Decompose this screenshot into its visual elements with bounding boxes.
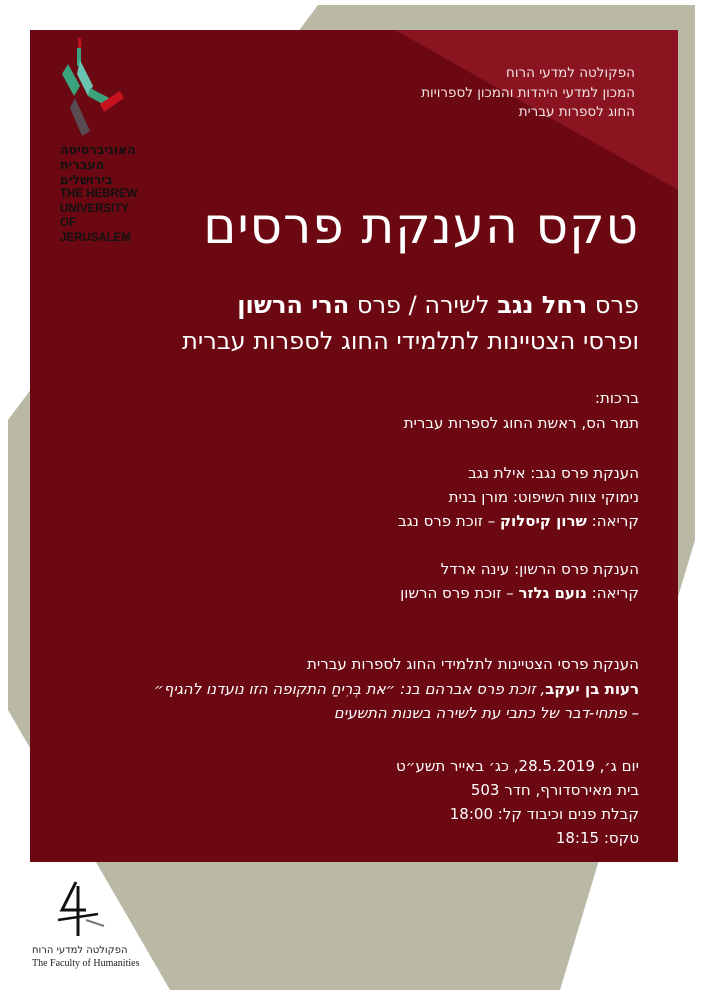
university-name-english-2: UNIVERSITY [60,202,130,215]
harshon-prize-line: הענקת פרס הרשון: עינה ארדל [440,560,639,578]
faculty-name-english: The Faculty of Humanities [32,958,140,969]
harshon-reading-suffix: – זוכת פרס הרשון [400,584,519,602]
header-line-department: החוג לספרות עברית [518,104,635,120]
page-title: טקס הענקת פרסים [203,197,639,255]
harshon-reading-line [39,582,639,604]
excellence-title-line: – פתחי-דבר של כתבי עת לשירה בשנות התשעים [333,704,639,722]
negev-reading-line [39,510,639,532]
greetings-heading: ברכות: [594,389,639,407]
excellence-line: הענקת פרסי הצטיינות לתלמידי החוג לספרות עברית [307,655,639,673]
university-name-hebrew-2: העברית [60,157,105,172]
faculty-of-humanities-logo [48,880,108,938]
university-name-hebrew-3: בירושלים [60,172,113,187]
negev-jury-line: נימוקי צוות השיפוט: מורן בנית [448,488,639,506]
header-line-faculty: הפקולטה למדעי הרוח [506,65,635,81]
subtitle-middle: לשירה / פרס [349,291,498,319]
institute-header [330,64,635,123]
event-reception: קבלת פנים וכיבוד קל: 18:00 [449,805,639,823]
negev-reading-prefix: קריאה: [586,512,639,530]
faculty-of-humanities-logo-icon [48,880,108,938]
university-name-english-3: OF JERUSALEM [60,217,131,244]
event-date: יום ג׳, 28.5.2019, כג׳ באייר תשע״ט [395,757,639,775]
header-line-institutes: המכון למדעי היהדות והמכון לספרויות [421,84,635,101]
excellence-winner-line [39,678,639,700]
negev-reading-name: שרון קיסלוק [500,512,587,530]
university-name-hebrew-1: האוניברסיטה [60,142,136,157]
event-place: בית מאירסדורף, חדר 503 [470,781,639,799]
faculty-name-hebrew: הפקולטה למדעי הרוח [32,945,128,956]
university-logo [60,36,130,141]
subtitle-line-2: ופרסי הצטיינות לתלמידי החוג לספרות עברית [182,327,639,355]
subtitle-prefix: פרס [587,291,639,319]
excellence-winner-text: , זוכת פרס אברהם בנ: ״את בְּרִיחַ התקופה הזו נועדנו להגיף״ [154,680,546,698]
hebrew-university-logo-icon [60,36,130,141]
subtitle-name-negev: רחל נגב [497,291,588,319]
harshon-reading-prefix: קריאה: [586,584,639,602]
subtitle-line-1 [19,290,639,320]
harshon-reading-name: נועם גלזר [518,584,587,602]
excellence-winner-name: רעות בן יעקב [545,680,639,698]
greetings-speaker: תמר הס, ראשת החוג לספרות עברית [403,414,639,432]
negev-prize-line: הענקת פרס נגב: אילת נגב [468,464,639,482]
university-name-english-1: THE HEBREW [60,188,138,200]
event-ceremony: טקס: 18:15 [555,829,639,847]
subtitle-name-harshon: הרי הרשון [237,291,350,319]
negev-reading-suffix: – זוכת פרס נגב [397,512,501,530]
